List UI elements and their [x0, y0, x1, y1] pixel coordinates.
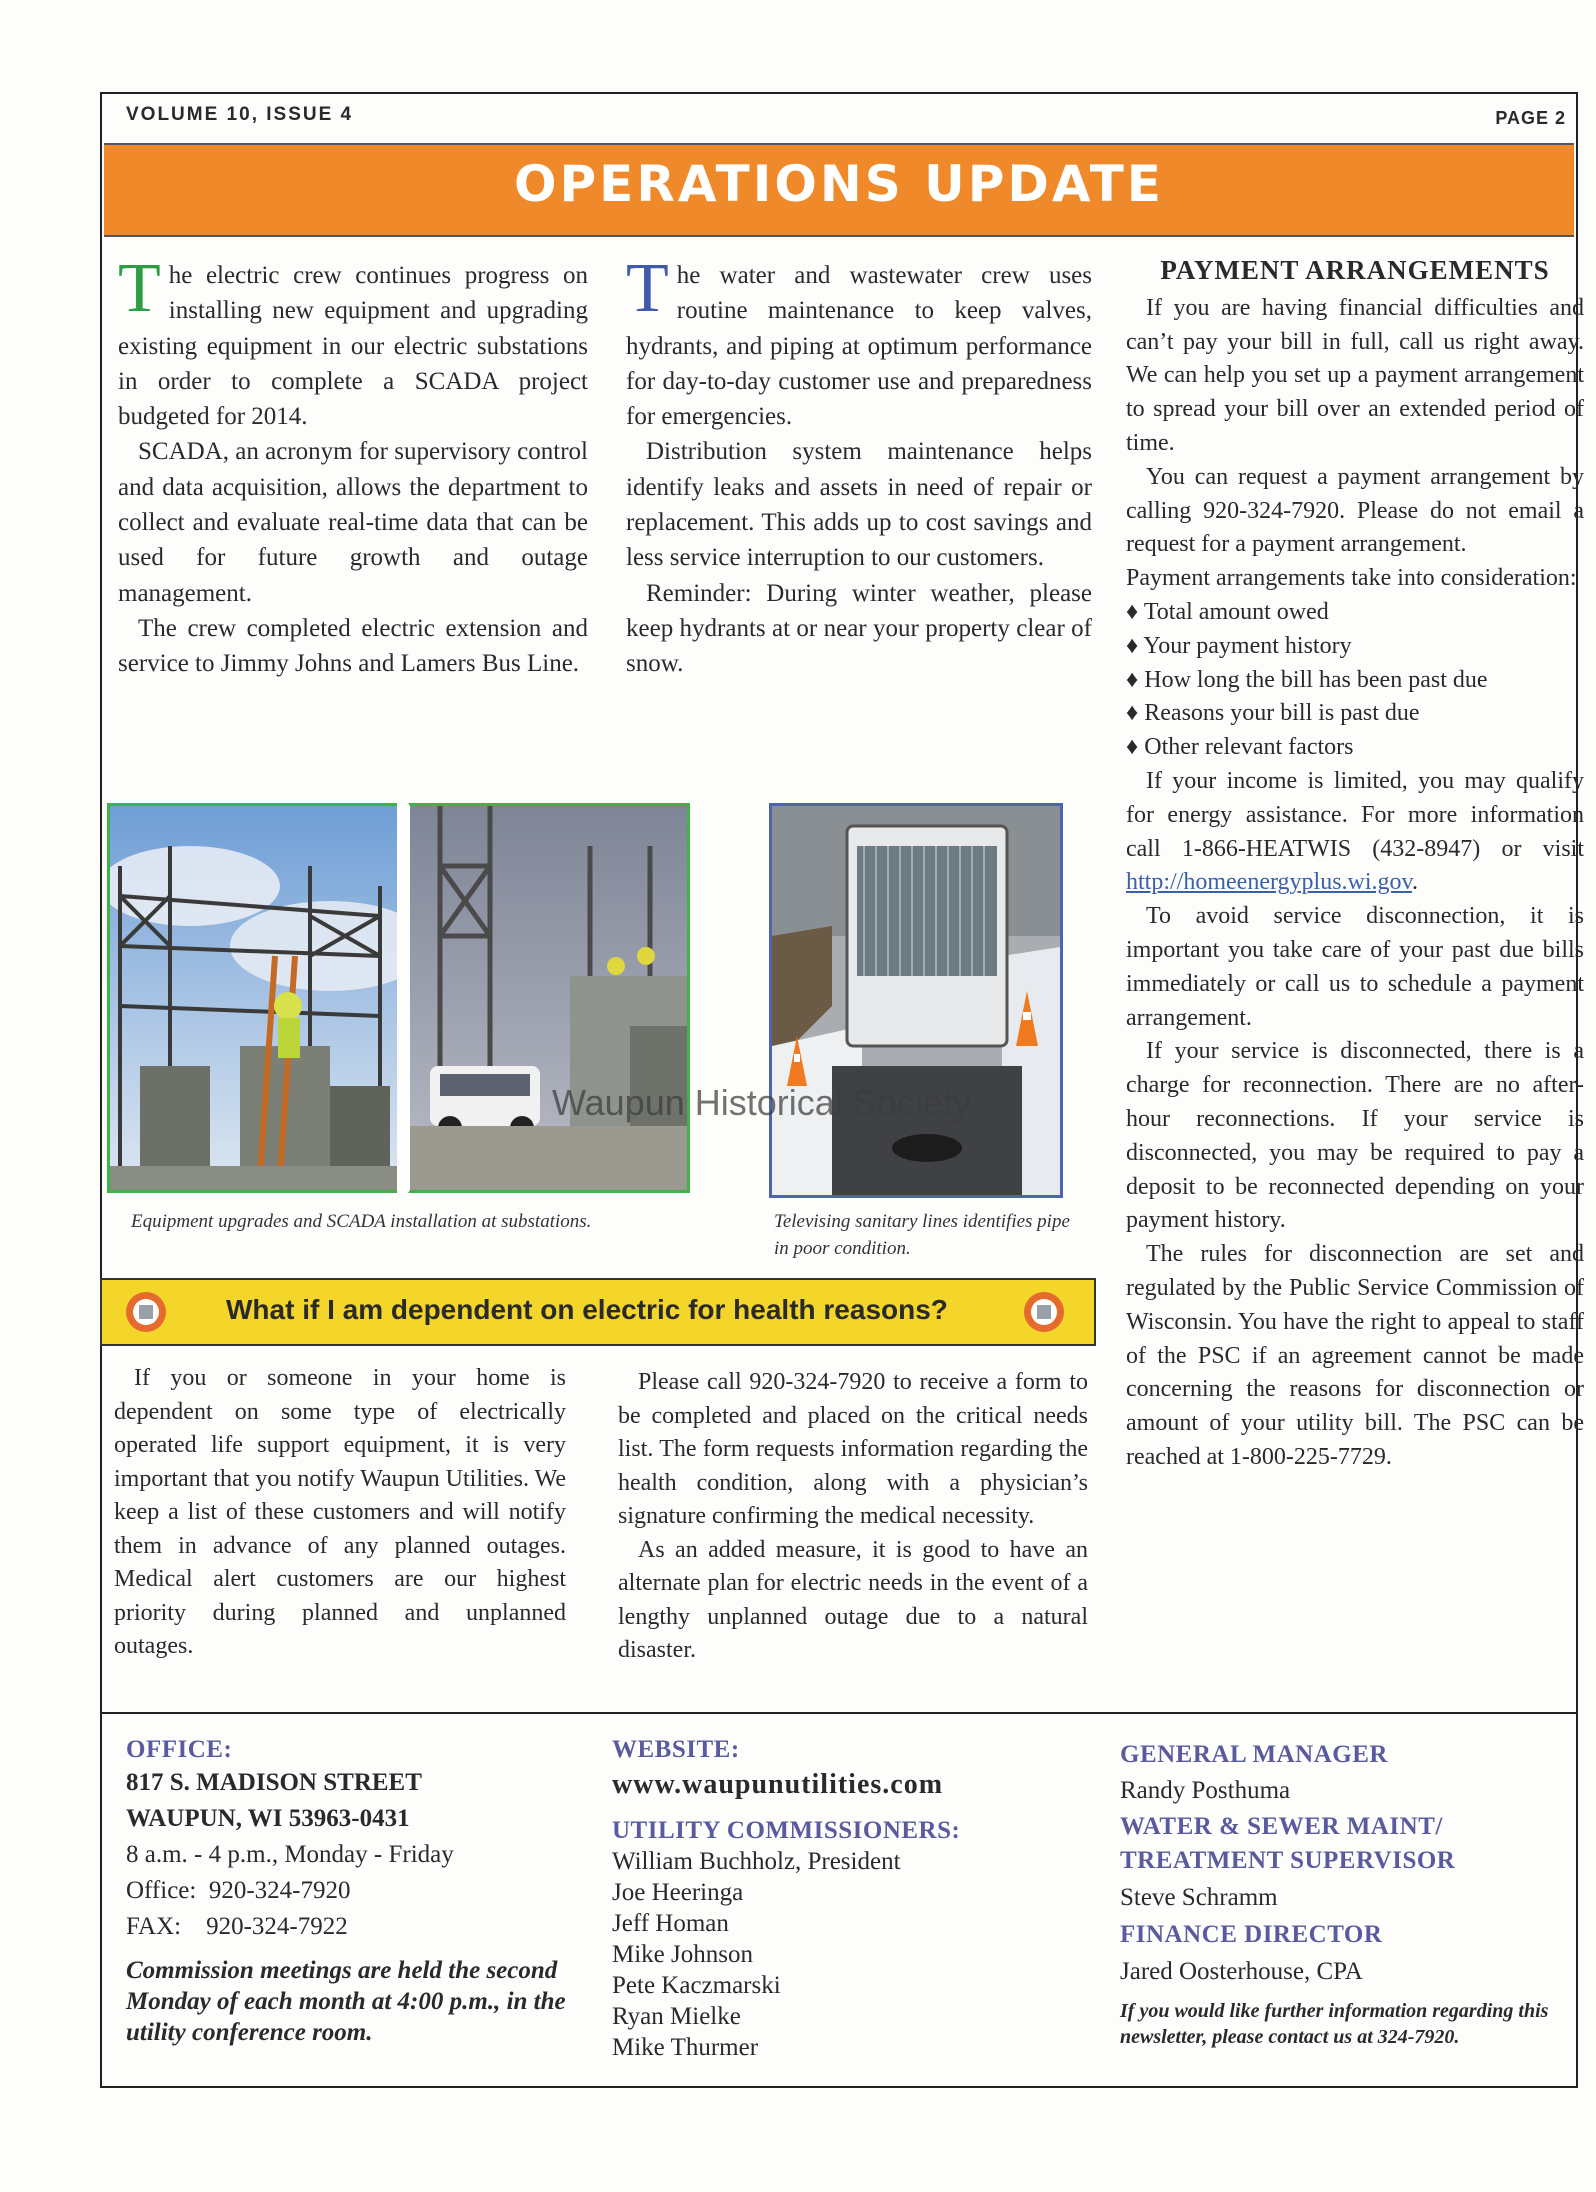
list-item: Mike Johnson — [612, 1941, 753, 1968]
office-label: OFFICE: — [126, 1736, 233, 1763]
health-para-2: Please call 920-324-7920 to receive a form to be completed and placed on the critical needs list. The form requests information regarding the health condition, along with a physician’s signature confirming the medical necessity. — [618, 1369, 1088, 1529]
electric-para-2: SCADA, an acronym for supervisory control and data acquisition, allows the department to collect and evaluate real-time data that can be used for future growth and outage management. — [118, 438, 588, 607]
office-city: WAUPUN, WI 53963-0431 — [126, 1805, 410, 1832]
health-para-3: As an added measure, it is good to have an alternate plan for electric needs in the event of a lengthy unplanned outage due to a natural disaster. — [618, 1536, 1088, 1663]
water-sewer-label: WATER & SEWER MAINT/ TREATMENT SUPERVISOR — [1120, 1813, 1456, 1874]
sewer-caption: Televising sanitary lines identifies pipe in poor condition. — [774, 1211, 1070, 1259]
substation-caption: Equipment upgrades and SCADA installation at substations. — [131, 1211, 592, 1232]
health-article-left — [114, 1362, 566, 1664]
website-commissioners — [612, 1734, 1082, 2063]
list-item: Mike Thurmer — [612, 2034, 759, 2061]
list-item: Jeff Homan — [612, 1910, 729, 1937]
finance-name: Jared Oosterhouse, CPA — [1120, 1958, 1363, 1985]
payment-factors-list — [1126, 596, 1584, 765]
water-sewer-name: Steve Schramm — [1120, 1884, 1278, 1911]
flower-badge-icon — [124, 1290, 168, 1334]
contact-note: If you would like further information regarding this newsletter, please contact us at 324-7920. — [1120, 2000, 1549, 2048]
electric-article — [118, 250, 588, 682]
finance-label: FINANCE DIRECTOR — [1120, 1921, 1383, 1948]
water-para-3: Reminder: During winter weather, please keep hydrants at or near your property clear of snow. — [626, 579, 1092, 678]
office-street: 817 S. MADISON STREET — [126, 1769, 422, 1796]
payment-para-2: You can request a payment arrangement by calling 920-324-7920. Please do not email a request for a payment arrangement. — [1126, 463, 1584, 558]
payment-para-3: Payment arrangements take into consideration: — [1126, 565, 1577, 592]
health-para-1: If you or someone in your home is dependent on some type of electrically operated life support equipment, it is very important that you notify Waupun Utilities. We keep a list of these customers and will notify them in advance of any planned outages. Medical alert customers are our highest priority during planned and unplanned outages. — [114, 1365, 566, 1659]
office-hours: 8 a.m. - 4 p.m., Monday - Friday — [126, 1841, 454, 1868]
substation-photo-1 — [107, 803, 397, 1193]
payment-article — [1126, 254, 1584, 1475]
health-banner-title: What if I am dependent on electric for health reasons? — [226, 1294, 948, 1325]
payment-para-6: If your service is disconnected, there is a charge for reconnection. There are no after-hour reconnections. If your service is disconnected, you may be required to pay a deposit to be reconnected depending on your payment history. — [1126, 1038, 1584, 1234]
list-item: Joe Heeringa — [612, 1879, 744, 1906]
website-label: WEBSITE: — [612, 1736, 740, 1763]
sewer-truck-image — [772, 806, 1063, 1198]
list-item: ♦ Total amount owed — [1126, 598, 1329, 625]
volume-issue: VOLUME 10, ISSUE 4 — [126, 104, 354, 125]
section-banner — [104, 143, 1574, 237]
electric-para-1: The electric crew continues progress on installing new equipment and upgrading existing equipment in our electric substations in order to complete a SCADA project budgeted for 2014. — [118, 250, 588, 431]
water-para-2: Distribution system maintenance helps identify leaks and assets in need of repair or replacement. This adds up to cost savings and less service interruption to our customers. — [626, 438, 1092, 572]
list-item: ♦ Reasons your bill is past due — [1126, 700, 1420, 727]
substation-image — [410, 806, 690, 1193]
energy-assistance-link[interactable]: http://homeenergyplus.wi.gov — [1126, 869, 1412, 896]
office-fax: FAX: 920-324-7922 — [126, 1913, 348, 1940]
list-item: ♦ Your payment history — [1126, 632, 1352, 659]
watermark: Waupun Historical Society — [552, 1082, 971, 1123]
substation-photo-2 — [408, 803, 690, 1193]
office-info — [126, 1734, 596, 2048]
list-item: ♦ How long the bill has been past due — [1126, 666, 1488, 693]
list-item: Pete Kaczmarski — [612, 1972, 781, 1999]
footer-divider — [100, 1712, 1578, 1714]
payment-heading: PAYMENT ARRANGEMENTS — [1160, 255, 1550, 285]
payment-para-5: To avoid service disconnection, it is important you take care of your past due bills immediately or call us to schedule a payment arrangement. — [1126, 903, 1584, 1031]
website-url[interactable]: www.waupunutilities.com — [612, 1769, 944, 1800]
electric-para-3: The crew completed electric extension and service to Jimmy Johns and Lamers Bus Line. — [118, 614, 588, 678]
payment-para-1: If you are having financial difficulties and can’t pay your bill in full, call us right away. We can help you set up a payment arrangement to spread your bill over an extended period of time. — [1126, 294, 1584, 456]
list-item: William Buchholz, President — [612, 1848, 901, 1875]
dropcap: T — [626, 250, 669, 327]
list-item: ♦ Other relevant factors — [1126, 734, 1354, 761]
payment-para-7: The rules for disconnection are set and regulated by the Public Service Commission of Wisconsin. You have the right to appeal to staff of the PSC if an agreement cannot be made concerning the reasons for disconnection or amount of your utility bill. The PSC can be reached at 1-800-225-7729. — [1126, 1241, 1584, 1470]
sewer-truck-photo — [769, 803, 1063, 1198]
commissioner-list — [612, 1846, 1082, 2063]
page-number: PAGE 2 — [1495, 108, 1566, 128]
substation-image — [110, 806, 397, 1193]
commissioners-label: UTILITY COMMISSIONERS: — [612, 1817, 961, 1844]
health-banner — [100, 1278, 1096, 1346]
gm-label: GENERAL MANAGER — [1120, 1741, 1388, 1768]
office-phone: Office: 920-324-7920 — [126, 1877, 351, 1904]
staff-info — [1120, 1738, 1560, 2050]
gm-name: Randy Posthuma — [1120, 1777, 1291, 1804]
list-item: Ryan Mielke — [612, 2003, 741, 2030]
water-para-1: The water and wastewater crew uses routine maintenance to keep valves, hydrants, and piping at optimum performance for day-to-day customer use and preparedness for emergencies. — [626, 250, 1092, 431]
banner-title: OPERATIONS UPDATE — [514, 155, 1164, 213]
dropcap: T — [118, 250, 161, 327]
health-article-right — [618, 1366, 1088, 1668]
payment-para-4: If your income is limited, you may qualify for energy assistance. For more information call 1-866-HEATWIS (432-8947) or visit http://homeenergyplus.wi.gov. — [1126, 767, 1584, 896]
water-article — [626, 250, 1092, 682]
flower-badge-icon — [1022, 1290, 1066, 1334]
meeting-note: Commission meetings are held the second Monday of each month at 4:00 p.m., in the utility conference room. — [126, 1957, 566, 2046]
